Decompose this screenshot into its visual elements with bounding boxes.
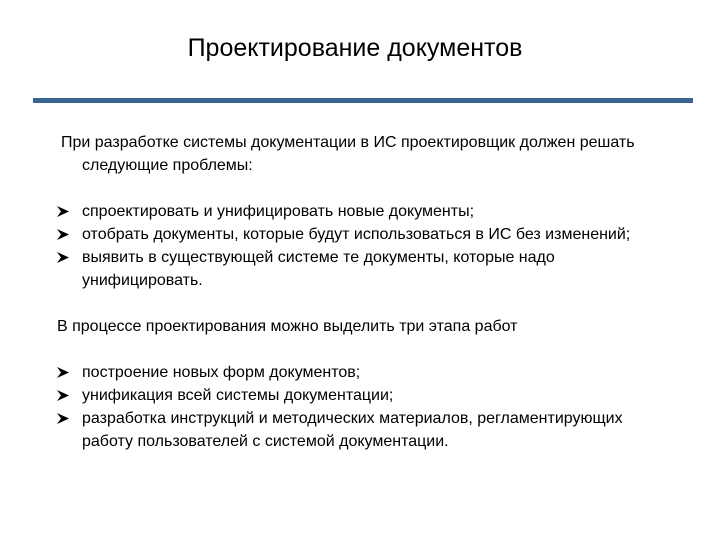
list-item-text: разработка инструкций и методических материалов, регламентирующих работу пользователей с системой документации. <box>82 410 623 450</box>
arrow-bullet-icon <box>57 390 69 401</box>
list-item-text: унификация всей системы документации; <box>82 387 394 404</box>
list-item <box>57 407 677 453</box>
list-item-text: спроектировать и унифицировать новые документы; <box>82 203 475 220</box>
spacer <box>57 292 677 315</box>
arrow-bullet-icon <box>57 413 69 424</box>
stages-intro-paragraph: В процессе проектирования можно выделить три этапа работ <box>57 318 518 335</box>
stages-list <box>57 361 677 453</box>
list-item <box>57 246 677 292</box>
arrow-bullet-icon <box>57 367 69 378</box>
list-item <box>57 361 677 384</box>
list-item-text: построение новых форм документов; <box>82 364 361 381</box>
slide-title: Проектирование документов <box>187 34 523 62</box>
list-item-text: отобрать документы, которые будут использоваться в ИС без изменений; <box>82 226 631 243</box>
list-item <box>57 200 677 223</box>
arrow-bullet-icon <box>57 229 69 240</box>
arrow-bullet-icon <box>57 252 69 263</box>
arrow-bullet-icon <box>57 206 69 217</box>
spacer <box>57 177 677 200</box>
title-divider <box>33 98 693 103</box>
intro-paragraph: При разработке системы документации в ИС проектировщик должен решать следующие проблемы: <box>61 134 635 174</box>
list-item <box>57 223 677 246</box>
problems-list <box>57 200 677 292</box>
list-item-text: выявить в существующей системе те документы, которые надо унифицировать. <box>82 249 555 289</box>
list-item <box>57 384 677 407</box>
spacer <box>57 338 677 361</box>
slide-body <box>57 131 677 453</box>
